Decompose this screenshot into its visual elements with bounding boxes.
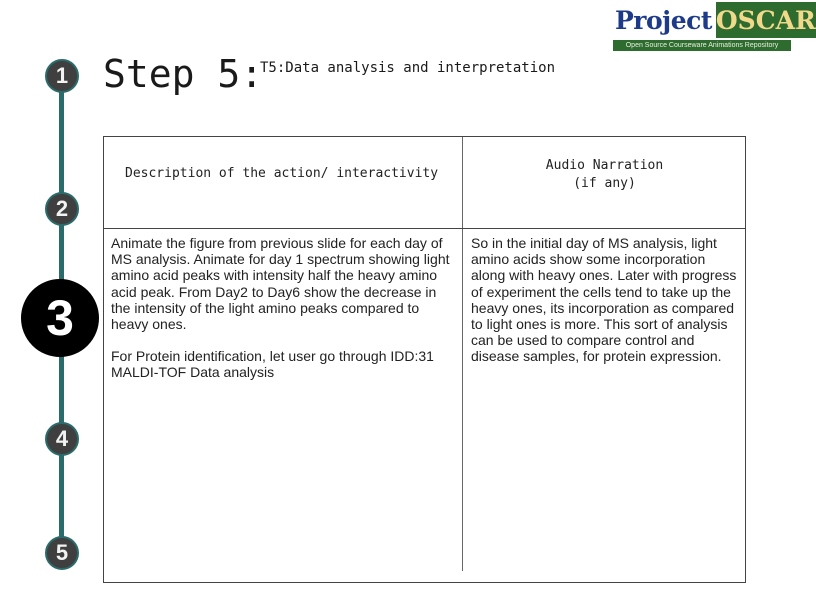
storyboard-table bbox=[103, 136, 746, 583]
description-paragraph-2: For Protein identification, let user go through IDD:31 MALDI-TOF Data analysis bbox=[111, 348, 434, 381]
header-audio-narration bbox=[463, 157, 746, 193]
narration-paragraph-1: So in the initial day of MS analysis, light amino acids show some incorporation along with heavy ones. Later with progress of experiment the cells tend to take up the heavy ones, its incorporation as compared to light ones is more. This sort of analysis can be used to compare control and disease samples, for protein expression. bbox=[471, 235, 737, 365]
description-paragraph-1: Animate the figure from previous slide for each day of MS analysis. Animate for day 1 spectrum showing light amino acid peaks with intensity half the heavy amino acid peak. From Day2 to Day6 show the decrease in the intensity of the light amino peaks compared to heavy ones. bbox=[111, 235, 450, 333]
step-title: Step 5: bbox=[103, 52, 264, 96]
step-3-marker-current[interactable] bbox=[21, 279, 99, 357]
header-divider bbox=[104, 228, 745, 229]
header-audio-line1: Audio Narration bbox=[545, 158, 664, 173]
step-4-label: 4 bbox=[55, 426, 69, 451]
step-1-marker[interactable] bbox=[45, 59, 79, 93]
step-subtitle: T5:Data analysis and interpretation bbox=[260, 60, 556, 76]
step-2-label: 2 bbox=[55, 196, 69, 221]
step-5-marker[interactable] bbox=[45, 536, 79, 570]
description-cell bbox=[111, 235, 451, 397]
step-5-label: 5 bbox=[55, 540, 69, 565]
logo-word-oscar: OSCAR bbox=[716, 2, 816, 38]
column-divider bbox=[462, 137, 463, 571]
project-oscar-logo bbox=[611, 2, 816, 50]
logo-tagline: Open Source Courseware Animations Repository bbox=[613, 40, 791, 51]
step-4-marker[interactable] bbox=[45, 422, 79, 456]
header-description: Description of the action/ interactivity bbox=[125, 166, 439, 181]
step-2-marker[interactable] bbox=[45, 192, 79, 226]
narration-cell bbox=[471, 235, 741, 381]
logo-word-project: Project bbox=[613, 2, 716, 38]
step-3-label: 3 bbox=[46, 290, 74, 346]
step-1-label: 1 bbox=[55, 63, 69, 88]
header-audio-line2: (if any) bbox=[573, 176, 636, 191]
